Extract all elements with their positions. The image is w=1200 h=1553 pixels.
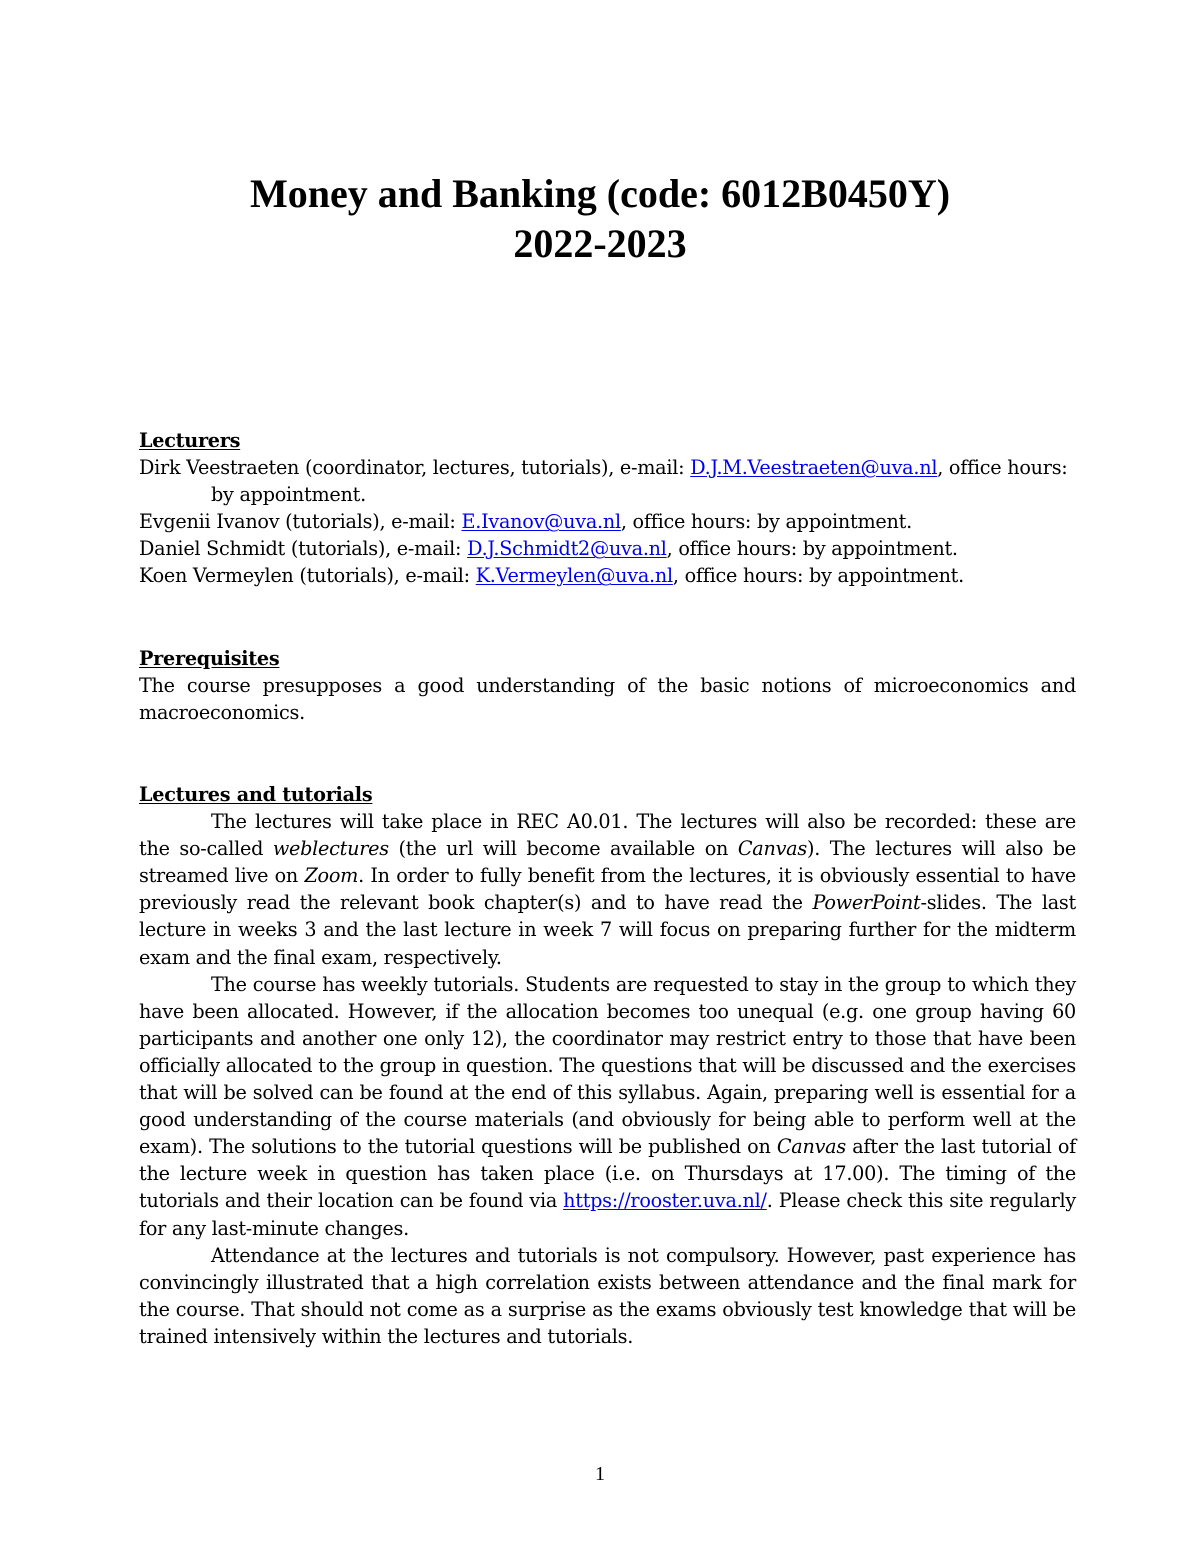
- lecturer-entry: [139, 535, 1076, 562]
- attendance-paragraph: Attendance at the lectures and tutorials is not compulsory. However, past experience has convincingly illustrated that a high correlation exists between attendance and the final mark for the course. That should not come as a surprise as the exams obviously test knowledge that will be trained intensively within the lectures and tutorials.: [139, 1243, 1076, 1348]
- document-title: Money and Banking (code: 6012B0450Y): [249, 171, 951, 216]
- prerequisites-section: [139, 645, 1076, 726]
- rooster-link[interactable]: https://rooster.uva.nl/: [563, 1189, 767, 1213]
- lecturers-heading: Lecturers: [139, 429, 241, 452]
- paragraph-italic: PowerPoint: [812, 891, 921, 915]
- tutorials-paragraph: [139, 971, 1076, 1242]
- lecturer-entry-continuation: by appointment.: [211, 483, 366, 507]
- lecturer-text: Dirk Veestraeten (coordinator, lectures, tutorials), e-mail:: [139, 456, 691, 480]
- paragraph-text: -slides. The last lecture in weeks 3 and the last lecture in week 7 will focus on preparing further for the midterm exam and the final exam, respectively.: [139, 891, 1076, 969]
- paragraph-italic: weblectures: [272, 837, 389, 861]
- lectures-tutorials-heading: Lectures and tutorials: [139, 783, 373, 806]
- lecturer-text: Evgenii Ivanov (tutorials), e-mail:: [139, 510, 462, 534]
- lecturer-email-link[interactable]: K.Vermeylen@uva.nl: [475, 564, 673, 588]
- lecturer-text: , office hours: by appointment.: [620, 510, 912, 534]
- page-number: 1: [595, 1463, 605, 1485]
- lecturer-text: , office hours: by appointment.: [672, 564, 964, 588]
- prerequisites-heading: Prerequisites: [139, 647, 280, 670]
- lecturer-entry: [139, 508, 1076, 535]
- lecturers-section: [139, 427, 1076, 590]
- lecturer-entry: [139, 562, 1076, 589]
- lecturer-email-link[interactable]: D.J.Schmidt2@uva.nl: [467, 537, 667, 561]
- paragraph-text: The lectures will take place in REC A0.01. The lectures will also be recorded: these are the so-called: [139, 810, 1076, 861]
- lecturer-text: , office hours:: [937, 456, 1068, 480]
- paragraph-text: . In order to fully benefit from the lectures, it is obviously essential to have previously read the relevant book chapter(s) and to have read the: [139, 864, 1076, 915]
- lecturer-text: , office hours: by appointment.: [666, 537, 958, 561]
- lecturer-text: Daniel Schmidt (tutorials), e-mail:: [139, 537, 468, 561]
- paragraph-text: after the last tutorial of the lecture week in question has taken place (i.e. on Thursdays at 17.00). The timing of the tutorials and their location can be found via: [139, 1135, 1077, 1213]
- paragraph-text: ). The lectures will also be streamed live on: [139, 837, 1076, 888]
- lecturer-text: Koen Vermeylen (tutorials), e-mail:: [139, 564, 476, 588]
- lecturer-entry: [139, 454, 1076, 481]
- lecturer-email-link[interactable]: E.Ivanov@uva.nl: [461, 510, 621, 534]
- document-year: 2022-2023: [513, 221, 687, 266]
- paragraph-italic: Canvas: [776, 1135, 846, 1159]
- paragraph-text: . Please check this site regularly for any last-minute changes.: [139, 1189, 1076, 1240]
- lecturer-email-link[interactable]: D.J.M.Veestraeten@uva.nl: [690, 456, 938, 480]
- paragraph-text: The course has weekly tutorials. Students are requested to stay in the group to which they have been allocated. However, if the allocation becomes too unequal (e.g. one group having 60 participants and another one only 12), the coordinator may restrict entry to those that have been officially allocated to the group in question. The questions that will be discussed and the exercises that will be solved can be found at the end of this syllabus. Again, preparing well is essential for a good understanding of the course materials (and obviously for being able to perform well at the exam). The solutions to the tutorial questions will be published on: [139, 972, 1076, 1159]
- paragraph-italic: Zoom: [304, 864, 359, 888]
- prerequisites-text: The course presupposes a good understanding of the basic notions of microeconomics and macroeconomics.: [139, 674, 1076, 725]
- paragraph-italic: Canvas: [737, 837, 807, 861]
- paragraph-text: (the url will become available on: [388, 837, 738, 861]
- lectures-paragraph: [139, 808, 1076, 971]
- lectures-tutorials-section: [139, 781, 1076, 1350]
